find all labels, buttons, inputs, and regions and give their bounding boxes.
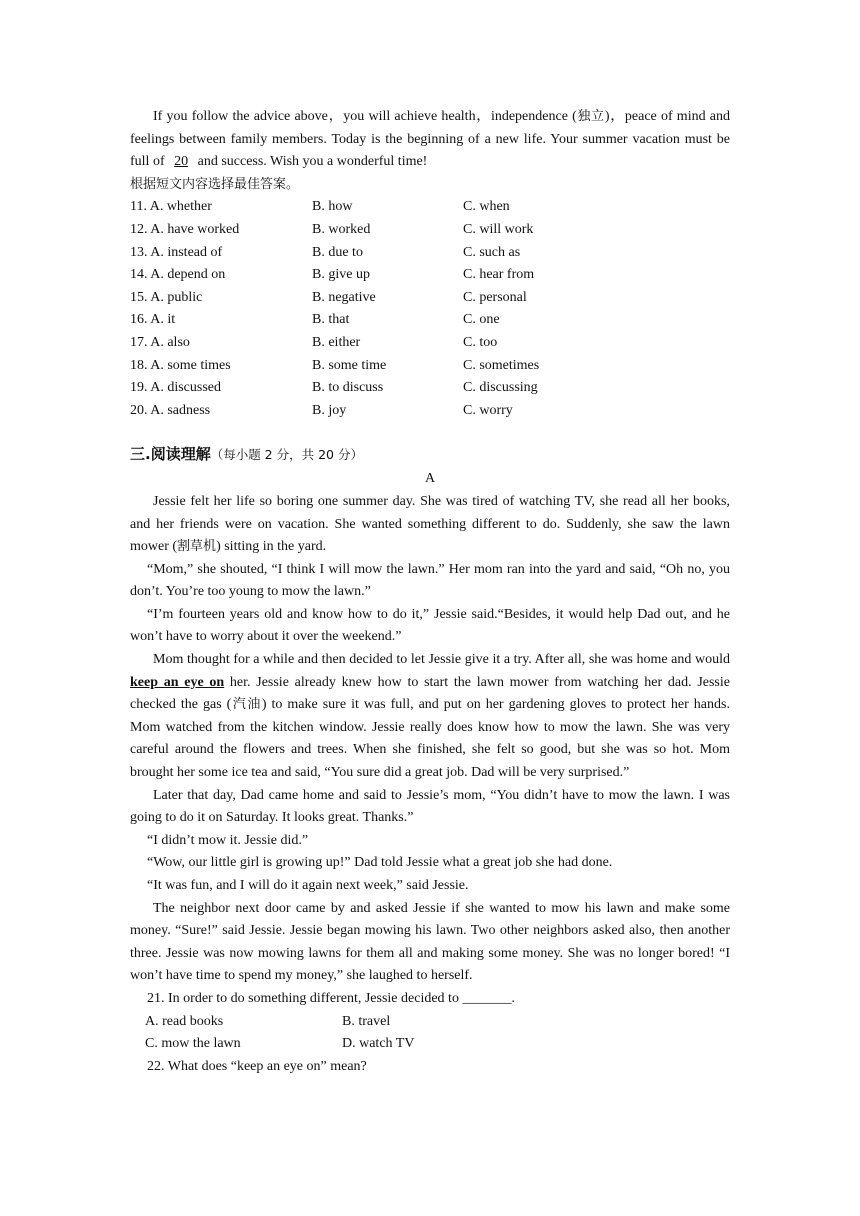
p4-text-mid: her. Jessie already knew how to start the lawn mower from watching her dad. Jessie checked the gas ( [130,674,730,713]
option-a: 15. A. public [130,289,203,305]
p1-cn-gloss: 割草机 [177,539,217,555]
option-row [130,400,730,423]
choice-c: C. mow the lawn [145,1036,241,1052]
intro-text-1: If you follow the advice above，you will achieve health，independence ( [153,109,577,124]
section-heading [130,442,730,468]
section-note: （每小题 2 分，共 20 分） [210,447,363,463]
passage-paragraph-4 [130,649,730,785]
document-content [130,106,730,1078]
option-a: 16. A. it [130,312,176,328]
passage-paragraph-7: “Wow, our little girl is growing up!” Dad told Jessie what a great job she had done. [147,855,613,871]
option-b: B. worked [312,221,371,237]
option-row [130,377,730,400]
option-b: B. joy [312,402,347,418]
intro-paragraph [130,106,730,174]
keyword-phrase: keep an eye on [130,674,225,690]
option-c: C. too [463,334,498,350]
cloze-options [130,196,730,422]
choice-row [130,1033,730,1056]
p4-text: Mom thought for a while and then decided to let Jessie give it a try. After all, she was home and would [153,652,730,668]
option-b: B. how [312,199,353,215]
option-c: C. one [463,312,500,328]
option-b: B. that [312,312,350,328]
option-row [130,196,730,219]
passage-paragraph-5: Later that day, Dad came home and said to Jessie’s mom, “You didn’t have to mow the lawn. I was going to do it on Saturday. It looks great. Thanks.” [130,787,730,826]
p1-text: Jessie felt her life so boring one summer day. She was tired of watching TV, she read all her books, and her friends were on vacation. She wanted something different to do. Suddenly, she saw the lawn mower ( [130,493,730,555]
option-row [130,309,730,332]
option-a: 14. A. depend on [130,267,226,283]
option-c: C. discussing [463,380,538,396]
option-c: C. will work [463,221,534,237]
option-row [130,242,730,265]
option-a: 13. A. instead of [130,244,223,260]
option-a: 20. A. sadness [130,402,211,418]
option-b: B. due to [312,244,363,260]
intro-text-3: and success. Wish you a wonderful time! [194,154,428,170]
option-c: C. when [463,199,510,215]
passage-paragraph-1 [130,491,730,559]
passage-paragraph-8: “It was fun, and I will do it again next week,” said Jessie. [147,878,469,893]
option-row [130,264,730,287]
option-a: 18. A. some times [130,357,231,373]
option-row [130,287,730,310]
option-a: 17. A. also [130,334,190,350]
option-c: C. such as [463,244,521,260]
passage-paragraph-9: The neighbor next door came by and asked Jessie if she wanted to mow his lawn and make some money. “Sure!” said Jessie. Jessie began mowing his lawn. Two other neighbors asked also, then another three. Jessie was now mowing lawns for them all and making some money. She was no longer bored! “I won’t have time to spend my money,” she laughed to herself. [130,900,730,984]
option-b: B. to discuss [312,380,384,396]
option-a: 11. A. whether [130,199,212,215]
passage-paragraph-2: “Mom,” she shouted, “I think I will mow the lawn.” Her mom ran into the yard and said, “Oh no, you don’t. You’re too young to mow the lawn.” [130,561,730,600]
instruction: 根据短文内容选择最佳答案。 [130,176,300,192]
question-22: 22. What does “keep an eye on” mean? [147,1058,367,1074]
option-a: 12. A. have worked [130,221,240,237]
option-c: C. sometimes [463,357,540,373]
passage-label: A [424,471,436,487]
option-c: C. worry [463,402,513,418]
choice-row [130,1011,730,1034]
choice-d: D. watch TV [342,1036,415,1052]
option-b: B. negative [312,289,376,305]
p1-text-end: ) sitting in the yard. [216,539,327,555]
intro-cn-gloss: 独立 [576,109,605,124]
option-b: B. give up [312,267,370,283]
p4-cn-gloss: 汽油 [231,697,262,713]
p4-text-end: ) to make sure it was full, and put on her gardening gloves to protect her hands. Mom watched from the kitchen window. Jessie really does know how to mow the lawn. She was very careful around the flowers and trees. When she finished, she felt so good, but she was so hot. Mom brought her some ice tea and said, “You sure did a great job. Dad will be very surprised.” [130,697,730,781]
option-c: C. personal [463,289,527,305]
question-21: 21. In order to do something different, Jessie decided to _______. [147,990,515,1006]
option-a: 19. A. discussed [130,380,221,396]
option-b: B. either [312,334,361,350]
option-row [130,219,730,242]
section-title: 三.阅读理解 [130,445,211,464]
passage-paragraph-6: “I didn’t mow it. Jessie did.” [147,832,309,848]
passage-paragraph-3: “I’m fourteen years old and know how to do it,” Jessie said.“Besides, it would help Dad out, and he won’t have to worry about it over the weekend.” [130,606,730,645]
option-row [130,332,730,355]
option-b: B. some time [312,357,387,373]
blank-20: 20 [174,154,189,170]
intro-text-2: )，peace of mind and feelings between family members. Today is the beginning of a new life. Your summer vacation must be full of [130,109,730,170]
choice-a: A. read books [145,1013,224,1029]
option-row [130,355,730,378]
option-c: C. hear from [463,267,535,283]
choice-b: B. travel [342,1013,391,1029]
